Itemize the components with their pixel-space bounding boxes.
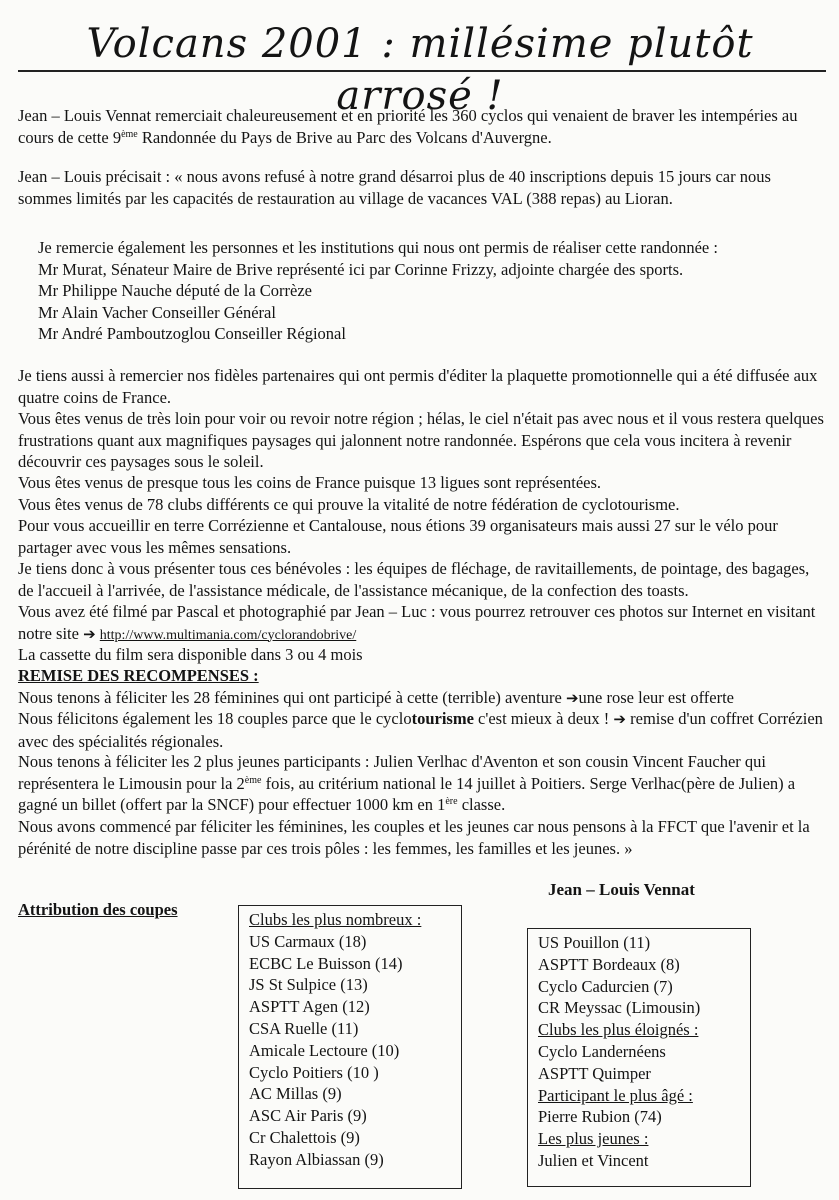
list-item: AC Millas (9): [249, 1084, 342, 1104]
thanks-line: Mr Alain Vacher Conseiller Général: [38, 303, 276, 322]
thanks-intro: Je remercie également les personnes et les institutions qui nous ont permis de réaliser cette randonnée :: [38, 238, 718, 257]
box-heading: Participant le plus âgé :: [538, 1085, 693, 1105]
list-item: ECBC Le Buisson (14): [249, 953, 403, 973]
intro-text-end: Randonnée du Pays de Brive au Parc des Volcans d'Auvergne.: [137, 127, 552, 147]
rewards-paragraph: [18, 687, 826, 710]
rewards-paragraph: [18, 708, 826, 752]
rewards-paragraph: [18, 751, 826, 816]
body-paragraph: Je tiens donc à vous présenter tous ces bénévoles : les équipes de fléchage, de ravitaillements, de pointage, des bagages, de l'accueil à l'arrivée, de l'assistance médicale, de l'assistance mécanique, de la confection des toasts.: [18, 559, 810, 600]
superscript: ème: [121, 128, 138, 140]
list-item: CR Meyssac (Limousin): [538, 998, 701, 1018]
box-heading: Clubs les plus nombreux :: [249, 910, 422, 929]
list-item: Cr Chalettois (9): [249, 1127, 360, 1147]
thanks-line: Mr Philippe Nauche député de la Corrèze: [38, 281, 312, 300]
title-underline: [18, 70, 826, 72]
body-paragraph: Je tiens aussi à remercier nos fidèles partenaires qui ont permis d'éditer la plaquette promotionnelle qui a été diffusée aux quatre coins de France.: [18, 366, 818, 407]
body-paragraph: Vous êtes venus de très loin pour voir ou revoir notre région ; hélas, le ciel n'était pas avec nous et il vous restera quelques frustrations quant aux magnifiques paysages qui jalonnent notre randonnée. Espérons que cela vous incitera à revenir découvrir ces paysages sous le soleil.: [18, 409, 824, 471]
list-item: Pierre Rubion (74): [538, 1107, 662, 1127]
rewards-text: fois, au critérium national le 14 juillet à Poitiers. Serge Verlhac(père de Julien) a gagné un billet (offert par la SNCF) pour effectuer 1000 km en 1: [18, 773, 796, 814]
body-paragraph: La cassette du film sera disponible dans 3 ou 4 mois: [18, 645, 363, 664]
rewards-text: Nous tenons à féliciter les 2 plus jeunes participants : Julien Verlhac d'Aventon et son cousin Vincent Faucher qui représentera le Limousin pour la 2: [18, 752, 766, 793]
largest-clubs-box: [238, 905, 462, 1189]
body-paragraph: Pour vous accueillir en terre Corrézienne et Cantalouse, nous étions 39 organisateurs mais aussi 27 sur le vélo pour partager avec vous les mêmes sensations.: [18, 516, 778, 557]
website-link[interactable]: http://www.multimania.com/cyclorandobrive/: [99, 627, 357, 643]
list-item: Julien et Vincent: [538, 1150, 649, 1170]
list-item: Cyclo Poitiers (10 ): [249, 1062, 379, 1082]
body-paragraph: Vous êtes venus de 78 clubs différents ce qui prouve la vitalité de notre fédération de cyclotourisme.: [18, 495, 680, 514]
list-item: ASPTT Agen (12): [249, 997, 370, 1017]
list-item: ASC Air Paris (9): [249, 1106, 367, 1126]
quote-paragraph: Jean – Louis précisait : « nous avons refusé à notre grand désarroi plus de 40 inscriptions depuis 15 jours car nous sommes limités par les capacités de restauration au village de vacances VAL (388 repas) au Lioran.: [18, 167, 771, 208]
list-item: ASPTT Bordeaux (8): [538, 954, 680, 974]
list-item: JS St Sulpice (13): [249, 975, 368, 995]
box-heading: Les plus jeunes :: [538, 1129, 649, 1149]
intro-text: Jean – Louis Vennat remerciait chaleureusement et en priorité les 360 cyclos qui venaient de braver les intempéries au cours de cette 9: [18, 106, 798, 147]
rewards-paragraph: Nous avons commencé par féliciter les féminines, les couples et les jeunes car nous pensons à la FFCT que l'avenir et la pérénité de notre discipline passe par ces trois pôles : les femmes, les familles et les jeunes. »: [18, 817, 810, 858]
rewards-text: c'est mieux à deux !: [473, 709, 610, 728]
rewards-text: Nous félicitons également les 18 couples parce que le cyclo: [18, 709, 412, 728]
website-sentence: Vous avez été filmé par Pascal et photographié par Jean – Luc : vous pourrez retrouver ces photos sur Internet en visitant notre site: [18, 602, 816, 643]
intro-paragraph: [18, 105, 826, 148]
thanks-line: Mr Murat, Sénateur Maire de Brive représenté ici par Corinne Frizzy, adjointe chargée des sports.: [38, 260, 684, 279]
body-paragraph: [18, 601, 826, 646]
list-item: Amicale Lectoure (10): [249, 1040, 400, 1060]
arrow-right-icon: ➔: [565, 689, 579, 707]
rewards-text: une rose leur est offerte: [578, 688, 735, 707]
cups-heading: Attribution des coupes: [18, 900, 178, 919]
arrow-right-icon: ➔: [613, 710, 626, 728]
list-item: Cyclo Landernéens: [538, 1041, 666, 1061]
superscript: ème: [244, 774, 262, 786]
signature: Jean – Louis Vennat: [548, 880, 695, 899]
rewards-heading: REMISE DES RECOMPENSES :: [18, 666, 259, 685]
body-paragraph: Vous êtes venus de presque tous les coins de France puisque 13 ligues sont représentées.: [18, 473, 602, 492]
list-item: US Pouillon (11): [538, 933, 651, 952]
box-heading: Clubs les plus éloignés :: [538, 1020, 699, 1040]
thanks-line: Mr André Pamboutzoglou Conseiller Régional: [38, 324, 346, 343]
list-item: ASPTT Quimper: [538, 1063, 651, 1083]
awards-box: [527, 928, 751, 1187]
superscript: ère: [445, 796, 458, 807]
list-item: Rayon Albiassan (9): [249, 1149, 384, 1169]
page-title: Volcans 2001 : millésime plutôt arrosé !: [86, 21, 754, 119]
arrow-right-icon: ➔: [83, 624, 96, 643]
list-item: CSA Ruelle (11): [249, 1018, 359, 1038]
list-item: Cyclo Cadurcien (7): [538, 976, 673, 996]
rewards-text: Nous tenons à féliciter les 28 féminines qui ont participé à cette (terrible) aventure: [18, 688, 562, 707]
list-item: US Carmaux (18): [249, 931, 367, 951]
rewards-bold-word: tourisme: [411, 709, 474, 728]
rewards-text: remise d'un coffret Corrézien avec des spécialités régionales.: [18, 709, 823, 751]
rewards-text: classe.: [457, 795, 506, 814]
